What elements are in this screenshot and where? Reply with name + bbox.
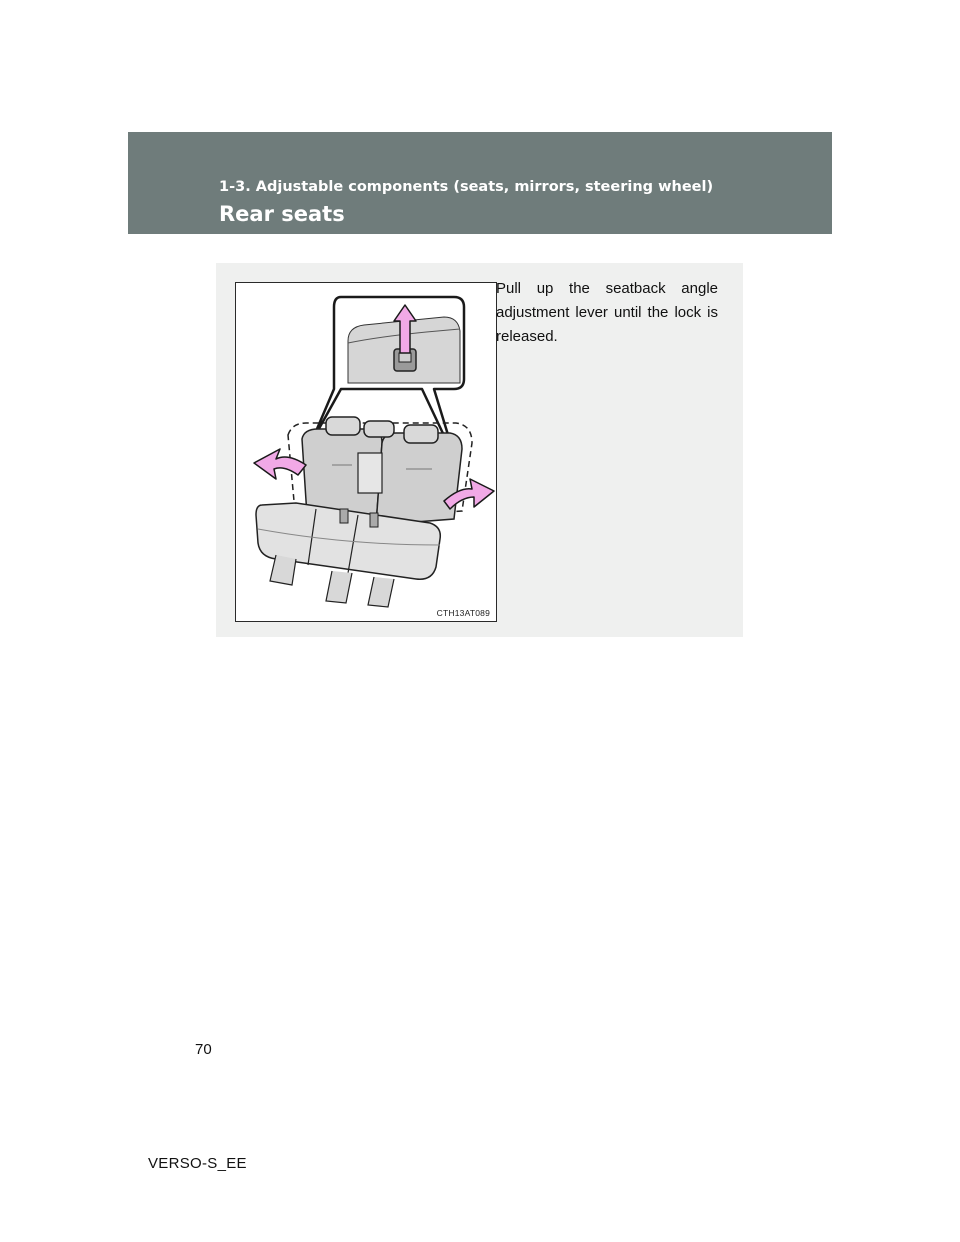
figure-code: CTH13AT089: [436, 608, 490, 618]
seat-figure: [235, 282, 497, 622]
section-title: 1-3. Adjustable components (seats, mirrors, steering wheel): [219, 179, 714, 195]
instruction-text: Pull up the seatback angle adjustment lever until the lock is released.: [496, 280, 718, 345]
instruction-panel: [216, 263, 743, 637]
header-banner: [128, 132, 832, 234]
page-title: Rear seats: [219, 202, 345, 226]
model-code: VERSO-S_EE: [148, 1155, 247, 1172]
seat-illustration-icon: [236, 283, 498, 623]
page-number: 70: [195, 1041, 212, 1058]
